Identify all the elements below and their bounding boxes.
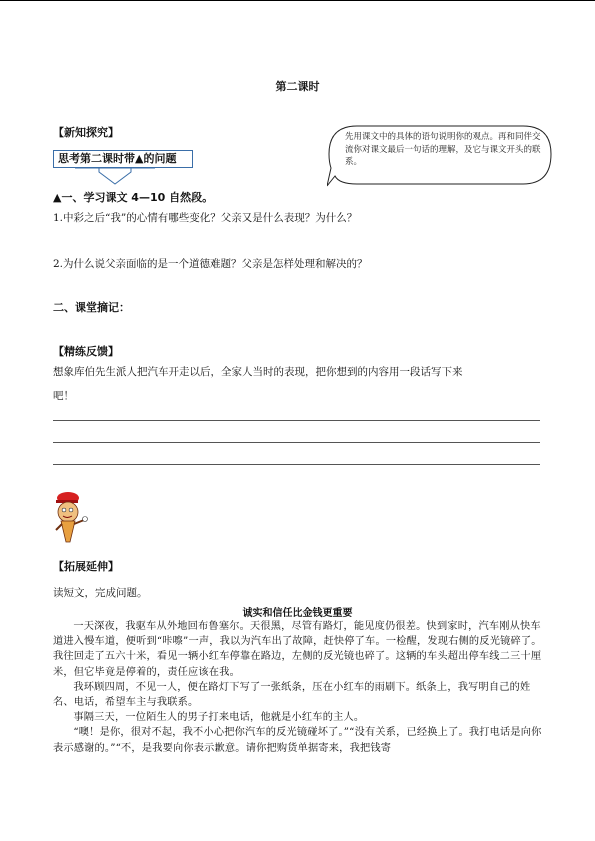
answer-line[interactable] (53, 420, 540, 421)
down-arrow-icon (75, 168, 155, 186)
practice-text-line1: 想象库伯先生派人把汽车开走以后，全家人当时的表现，把你想到的内容用一段话写下来 (53, 366, 463, 378)
answer-line[interactable] (53, 442, 540, 443)
question-1: 1.中彩之后“我”的心情有哪些变化？父亲又是什么表现？为什么？ (53, 212, 358, 224)
practice-text-line2: 吧！ (53, 390, 74, 402)
story-title: 诚实和信任比金钱更重要 (242, 608, 353, 619)
section-practice: 【精练反馈】 (53, 345, 119, 358)
callout-label-box: 思考第二课时带▲的问题 (53, 150, 193, 168)
story-paragraph: 事隔三天，一位陌生人的男子打来电话，他就是小红车的主人。 (73, 712, 365, 724)
top-rule (0, 0, 595, 1)
story-paragraph: 我环顾四周，不见一人，便在路灯下写了一张纸条，压在小红车的雨刷下。纸条上，我写明自己的姓名、电话，希望车主与我联系。 (53, 681, 531, 709)
bubble-text: 先用课文中的具体的语句说明你的观点。再和同伴交流你对课文最后一句话的理解，及它与课文开头的联系。 (345, 132, 541, 167)
story-paragraph: 一天深夜，我驱车从外地回布鲁塞尔。天很黑，尽管有路灯，能见度仍很差。快到家时，汽车刚从快车道进入慢车道，便听到“咔嚓”一声，我以为汽车出了故障，赶快停了车。一检醒，发现右侧的反光镜碎了。我往回走了五六十米，看见一辆小红车停靠在路边，左侧的反光镜也碎了。这辆的车头超出停车线二三十厘米，但它毕竟是停着的，责任应该在我。 (53, 621, 542, 678)
cartoon-mascot-icon (52, 490, 92, 550)
answer-line[interactable] (53, 464, 540, 465)
question-2: 2.为什么说父亲面临的是一个道德难题？父亲是怎样处理和解决的？ (53, 258, 368, 270)
section-new-knowledge: 【新知探究】 (53, 126, 119, 139)
extend-instruction: 读短文，完成问题。 (53, 587, 148, 599)
task1-heading: ▲一、学习课文 4—10 自然段。 (53, 191, 214, 204)
page-title: 第二课时 (275, 80, 320, 93)
story-body (53, 619, 543, 756)
task2-heading: 二、课堂摘记： (53, 301, 130, 314)
story-paragraph: “噢！是你，很对不起，我不小心把你汽车的反光镜碰坏了。”“没有关系，已经换上了。我打电话是向你表示感谢的。”“不，是我要向你表示歉意。请你把购货单据寄来，我把钱寄 (53, 727, 542, 754)
section-extend: 【拓展延伸】 (53, 560, 119, 573)
